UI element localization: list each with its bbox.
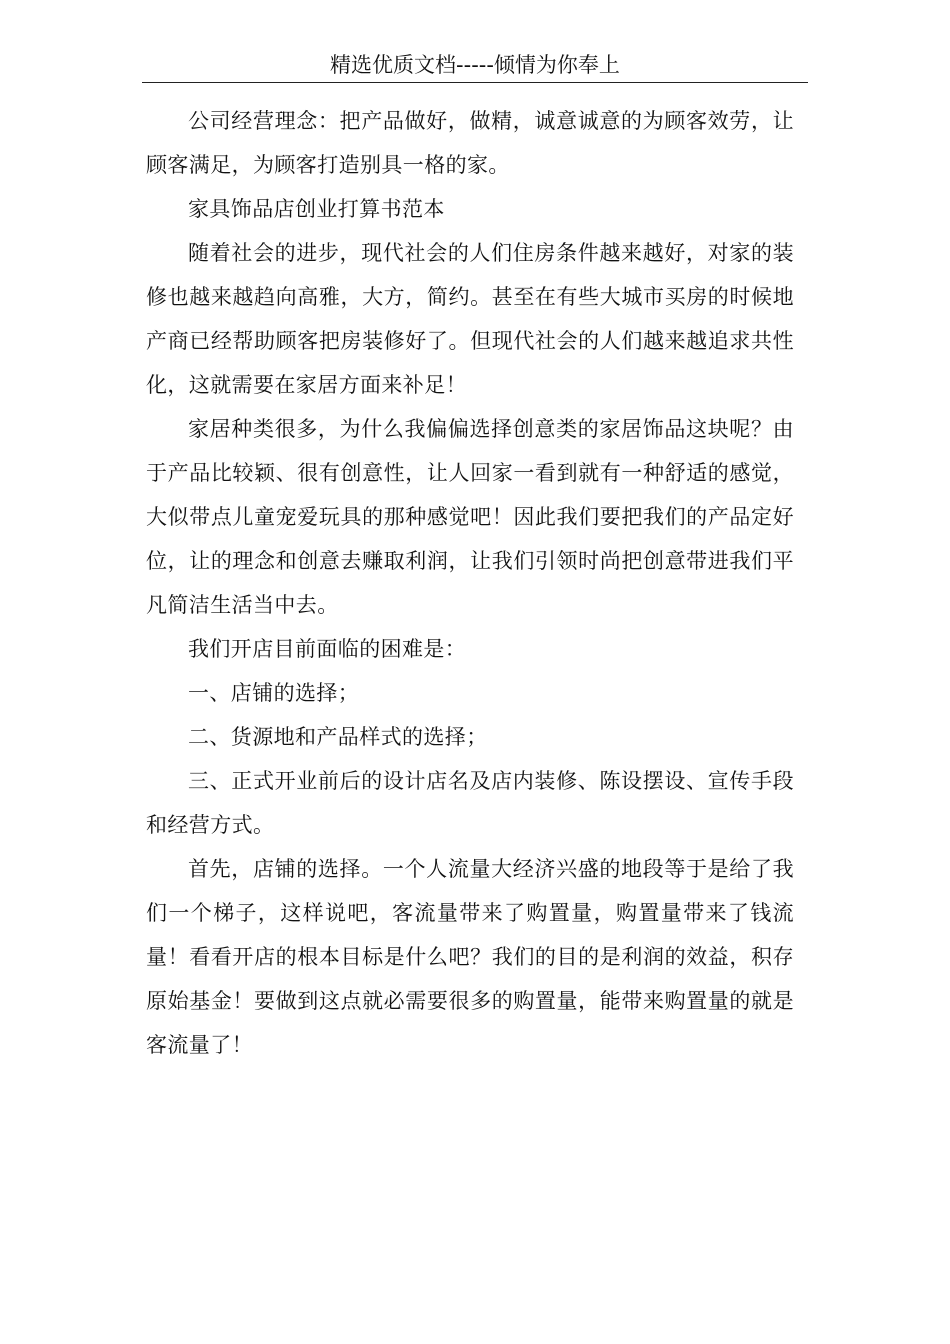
paragraph-difficulty-3: 三、正式开业前后的设计店名及店内装修、陈设摆设、宣传手段和经营方式。 (146, 769, 794, 837)
paragraph-plan-title: 家具饰品店创业打算书范本 (188, 197, 445, 221)
paragraph-store-location: 首先，店铺的选择。一个人流量大经济兴盛的地段等于是给了我们一个梯子，这样说吧，客流量带来了购置量，购置量带来了钱流量！看看开店的根本目标是什么吧？我们的目的是利润的效益，积存原始基金！要做到这点就必需要很多的购置量，能带来购置量的就是客流量了！ (146, 857, 794, 1057)
paragraph-why-creative-decor: 家居种类很多，为什么我偏偏选择创意类的家居饰品这块呢？由于产品比较颖、很有创意性，让人回家一看到就有一种舒适的感觉，大似带点儿童宠爱玩具的那种感觉吧！因此我们要把我们的产品定好位，让的理念和创意去赚取利润，让我们引领时尚把创意带进我们平凡简洁生活当中去。 (146, 417, 794, 617)
paragraph-difficulty-1: 一、店铺的选择； (188, 681, 360, 705)
paragraph-social-progress: 随着社会的进步，现代社会的人们住房条件越来越好，对家的装修也越来越趋向高雅，大方，简约。甚至在有些大城市买房的时候地产商已经帮助顾客把房装修好了。但现代社会的人们越来越追求共性化，这就需要在家居方面来补足！ (146, 241, 794, 397)
paragraph-difficulties-intro: 我们开店目前面临的困难是： (188, 637, 467, 661)
paragraph-business-philosophy: 公司经营理念：把产品做好，做精，诚意诚意的为顾客效劳，让顾客满足，为顾客打造别具一格的家。 (146, 109, 794, 177)
header-divider (142, 82, 808, 83)
document-body (146, 99, 794, 1067)
paragraph-difficulty-2: 二、货源地和产品样式的选择； (188, 725, 488, 749)
page-header-title: 精选优质文档-----倾情为你奉上 (330, 53, 620, 77)
